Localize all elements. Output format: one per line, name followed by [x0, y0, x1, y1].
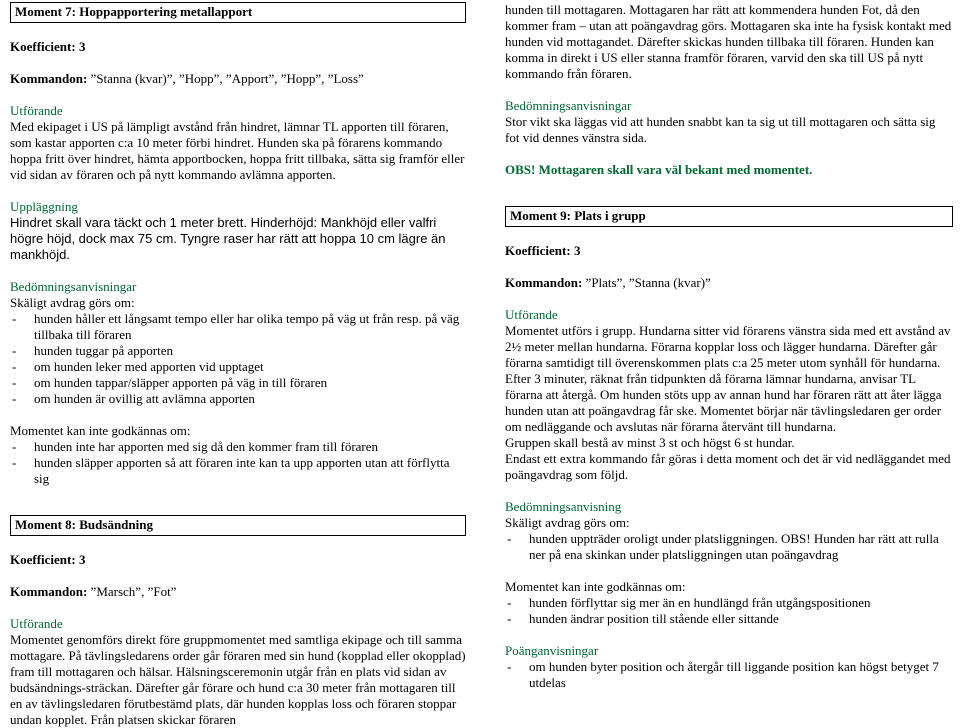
- moment-9-utforande-p1: Momentet utförs i grupp. Hundarna sitter vid förarens vänstra sida med ett avstånd av 2½ meter mellan hundarna. Förarna kopplar loss och lägger hundarna. Därefter går förarna samtidigt till överenskommen plats c:a 25 meter utom synhåll för hundarna.: [505, 323, 951, 370]
- list-item: - hunden ändrar position till stående eller sittande: [505, 611, 953, 627]
- moment-7-ej-godkannas-list: [10, 439, 466, 487]
- moment-9-title: Moment 9: Plats i grupp: [505, 206, 953, 227]
- moment-7-upplaggning-text: Hindret skall vara täckt och 1 meter brett. Hinderhöjd: Mankhöjd eller valfri högre höjd, dock max 75 cm. Tyngre raser har rätt att hoppa 10 cm lägre än mankhöjd.: [10, 215, 446, 262]
- moment-9-poang-heading: Poänganvisningar: [505, 643, 599, 658]
- moment-8-bedomning-text: Stor vikt ska läggas vid att hunden snabbt kan ta sig ut till mottagaren och sätta sig fot vid dennes vänstra sida.: [505, 114, 936, 145]
- moment-9-ej-godkannas-list: [505, 595, 953, 627]
- moment-7-bedomning-heading: Bedömningsanvisningar: [10, 279, 137, 294]
- kommandon-label: Kommandon:: [505, 275, 583, 290]
- moment-7-title: Moment 7: Hoppapportering metallapport: [10, 2, 466, 23]
- moment-9-bedomning-list: [505, 531, 953, 563]
- list-item: - om hunden är ovillig att avlämna apporten: [10, 391, 466, 407]
- kommandon-label: Kommandon:: [10, 584, 88, 599]
- moment-9-poang-list: [505, 659, 953, 691]
- moment-7-koefficient: Koefficient: 3: [10, 39, 86, 54]
- list-item: - hunden förflyttar sig mer än en hundlängd från utgångspositionen: [505, 595, 953, 611]
- kommandon-value: ”Marsch”, ”Fot”: [87, 584, 177, 599]
- moment-9-utforande-heading: Utförande: [505, 307, 558, 322]
- list-item: - om hunden byter position och återgår till liggande position kan högst betyget 7 utdelas: [505, 659, 953, 691]
- list-item: - hunden tuggar på apporten: [10, 343, 466, 359]
- moment-7-bedomning-list: [10, 311, 466, 407]
- moment-9-kommandon: [505, 275, 953, 291]
- moment-7-bedomning-intro: Skäligt avdrag görs om:: [10, 295, 135, 310]
- moment-8-continued-text: hunden till mottagaren. Mottagaren har rätt att kommendera hunden Fot, då den kommer fram – utan att poängavdrag görs. Mottagaren ska inte ha fysisk kontakt med hunden vid mottagandet. Därefter skickas hunden tillbaka till föraren. Hunden kan komma in direkt i US eller stanna framför föraren, varvid den ska till US på nytt kommando från föraren.: [505, 2, 952, 81]
- moment-9-bedomning-intro: Skäligt avdrag görs om:: [505, 515, 630, 530]
- moment-7-utforande-text: Med ekipaget i US på lämpligt avstånd från hindret, lämnar TL apporten till föraren, som kastar apporten c:a 10 meter förbi hindret. Hunden ska på förarens kommando hoppa fritt över hindret, hämta apportbocken, hoppa fritt tillbaka, sätta sig framför eller vid sidan av föraren och på nytt kommando avlämna apporten.: [10, 119, 465, 182]
- moment-8-kommandon: [10, 584, 466, 600]
- moment-9-utforande-p4: Endast ett extra kommando får göras i detta moment och det är vid nedläggandet med poängavdrag som följd.: [505, 451, 951, 482]
- list-item: - hunden uppträder oroligt under platsliggningen. OBS! Hunden har rätt att rulla ner på ena skinkan under platsliggningen utan poängavdrag: [505, 531, 953, 563]
- list-item: - om hunden tappar/släpper apporten på väg in till föraren: [10, 375, 466, 391]
- moment-8-bedomning-heading: Bedömningsanvisningar: [505, 98, 632, 113]
- moment-7-kommandon: [10, 71, 466, 87]
- kommandon-value: ”Stanna (kvar)”, ”Hopp”, ”Apport”, ”Hopp”, ”Loss”: [87, 71, 364, 86]
- right-column: [505, 0, 953, 691]
- list-item: - hunden inte har apporten med sig då den kommer fram till föraren: [10, 439, 466, 455]
- moment-8-utforande-text: Momentet genomförs direkt före gruppmomentet med samtliga ekipage och till samma mottagare. På tävlingsledarens order går föraren med sin hund (kopplad eller okopplad) fram till mottagaren och hälsar. Hälsningsceremonin utgår från en plats vid sidan av budsändnings-sträckan. Därefter går förare och hund c:a 30 meter från mottagaren till en av tävlingsledaren förutbestämd plats, där hunden kopplas loss och föraren stoppar undan kopplet. Från platsen skickar föraren: [10, 632, 466, 727]
- moment-8-title: Moment 8: Budsändning: [10, 515, 466, 536]
- left-column: [10, 0, 466, 728]
- list-item: - hunden håller ett långsamt tempo eller har olika tempo på väg ut från resp. på väg tillbaka till föraren: [10, 311, 466, 343]
- moment-8-obs-note: OBS! Mottagaren skall vara väl bekant med momentet.: [505, 162, 813, 177]
- kommandon-label: Kommandon:: [10, 71, 88, 86]
- moment-9-utforande-p3: Gruppen skall bestå av minst 3 st och högst 6 st hundar.: [505, 435, 795, 450]
- list-item: - om hunden leker med apporten vid upptaget: [10, 359, 466, 375]
- kommandon-value: ”Plats”, ”Stanna (kvar)”: [582, 275, 711, 290]
- moment-9-utforande-p2: Efter 3 minuter, räknat från tidpunkten då förarna lämnar hundarna, anvisar TL förarna att återgå. Om hunden stöts upp av annan hund har föraren rätt att åter lägga hunden utan att poängavdrag får ske. Momentet börjar när tävlingsledaren ger order om nedläggande och avslutas när förarna återvänt till hundarna.: [505, 371, 942, 434]
- moment-7-upplaggning-heading: Uppläggning: [10, 199, 78, 214]
- moment-8-koefficient: Koefficient: 3: [10, 552, 86, 567]
- moment-9-ej-godkannas-intro: Momentet kan inte godkännas om:: [505, 579, 686, 594]
- moment-8-utforande-heading: Utförande: [10, 616, 63, 631]
- list-item: - hunden släpper apporten så att föraren inte kan ta upp apporten utan att förflytta sig: [10, 455, 466, 487]
- moment-9-koefficient: Koefficient: 3: [505, 243, 581, 258]
- moment-7-ej-godkannas-intro: Momentet kan inte godkännas om:: [10, 423, 191, 438]
- moment-9-bedomning-heading: Bedömningsanvisning: [505, 499, 622, 514]
- moment-7-utforande-heading: Utförande: [10, 103, 63, 118]
